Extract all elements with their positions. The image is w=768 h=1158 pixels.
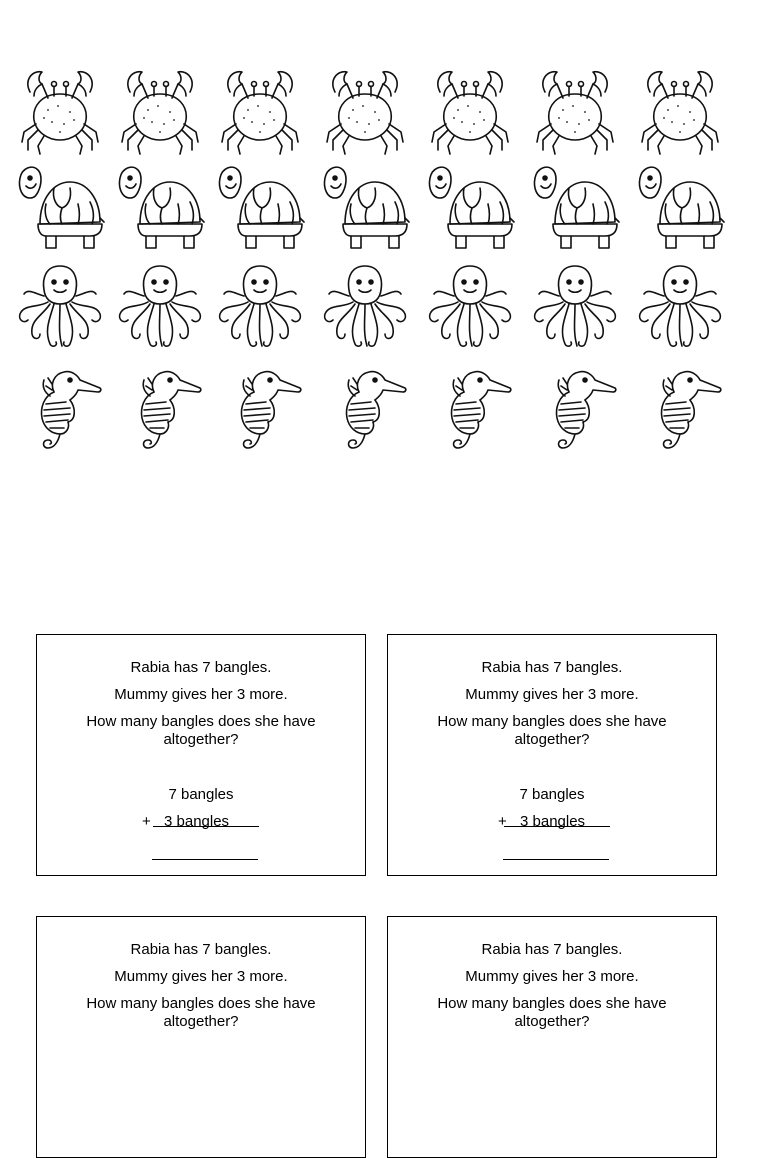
seahorse-row xyxy=(14,362,734,458)
addend-1: 7 bangles xyxy=(168,786,234,803)
problem-question: How many bangles does she have altogether? xyxy=(86,713,316,748)
crab-icon xyxy=(424,62,516,158)
seahorse-icon xyxy=(529,362,621,458)
word-problem-card xyxy=(387,634,717,876)
octopus-icon xyxy=(319,258,411,354)
turtle-icon xyxy=(214,158,306,254)
problem-line-1: Rabia has 7 bangles. xyxy=(481,659,623,676)
problem-line-2: Mummy gives her 3 more. xyxy=(114,968,288,985)
octopus-icon xyxy=(634,258,726,354)
problem-line-1: Rabia has 7 bangles. xyxy=(130,659,272,676)
octopus-icon xyxy=(424,258,516,354)
word-problem-card xyxy=(387,916,717,1158)
seahorse-icon xyxy=(14,362,106,458)
seahorse-icon xyxy=(319,362,411,458)
addend-2: 3 bangles xyxy=(520,813,586,830)
turtle-icon xyxy=(319,158,411,254)
crab-icon xyxy=(634,62,726,158)
turtle-icon xyxy=(529,158,621,254)
problem-question: How many bangles does she have altogether? xyxy=(437,995,667,1030)
octopus-icon xyxy=(114,258,206,354)
word-problem-card xyxy=(36,634,366,876)
problem-question: How many bangles does she have altogether? xyxy=(437,713,667,748)
problem-question: How many bangles does she have altogether? xyxy=(86,995,316,1030)
turtle-icon xyxy=(14,158,106,254)
crab-row xyxy=(14,62,734,158)
addend-underline xyxy=(504,826,610,827)
crab-icon xyxy=(14,62,106,158)
seahorse-icon xyxy=(424,362,516,458)
seahorse-icon xyxy=(214,362,306,458)
seahorse-icon xyxy=(634,362,726,458)
octopus-row xyxy=(14,258,734,354)
problem-line-2: Mummy gives her 3 more. xyxy=(465,968,639,985)
plus-operator: + xyxy=(498,813,507,830)
word-problem-card xyxy=(36,916,366,1158)
octopus-icon xyxy=(529,258,621,354)
crab-icon xyxy=(529,62,621,158)
crab-icon xyxy=(114,62,206,158)
addend-2: 3 bangles xyxy=(164,813,230,830)
problem-line-2: Mummy gives her 3 more. xyxy=(114,686,288,703)
plus-operator: + xyxy=(142,813,151,830)
crab-icon xyxy=(319,62,411,158)
turtle-icon xyxy=(424,158,516,254)
turtle-icon xyxy=(114,158,206,254)
problem-line-1: Rabia has 7 bangles. xyxy=(130,941,272,958)
seahorse-icon xyxy=(114,362,206,458)
addend-underline xyxy=(153,826,259,827)
problem-line-2: Mummy gives her 3 more. xyxy=(465,686,639,703)
problem-line-1: Rabia has 7 bangles. xyxy=(481,941,623,958)
answer-line[interactable] xyxy=(152,859,258,860)
answer-line[interactable] xyxy=(503,859,609,860)
octopus-icon xyxy=(214,258,306,354)
addend-1: 7 bangles xyxy=(519,786,585,803)
octopus-icon xyxy=(14,258,106,354)
crab-icon xyxy=(214,62,306,158)
turtle-icon xyxy=(634,158,726,254)
turtle-row xyxy=(14,158,734,254)
